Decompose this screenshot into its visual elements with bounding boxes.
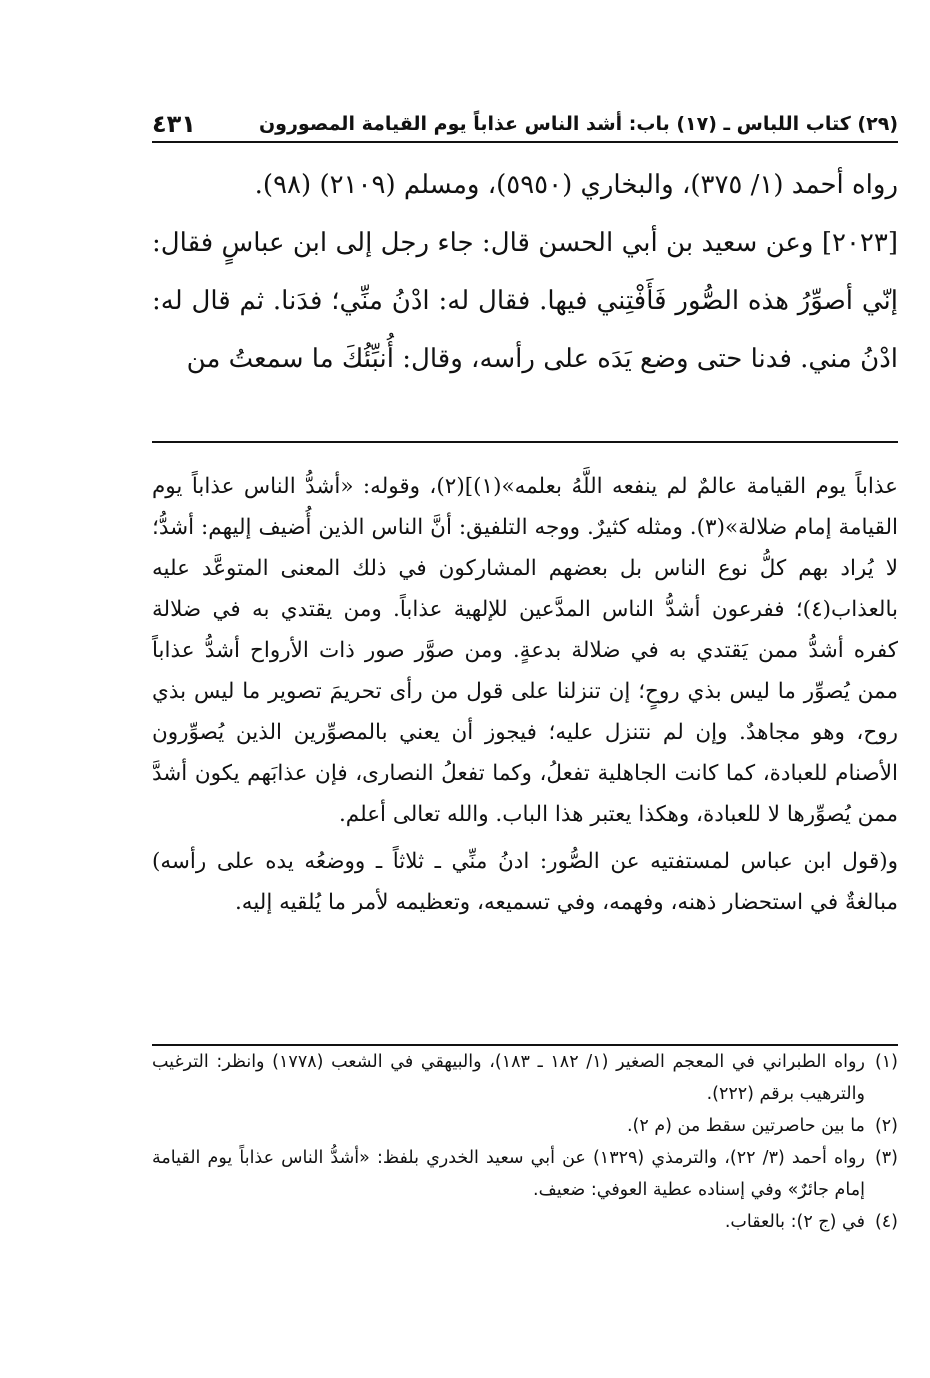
commentary-paragraph: و(قول ابن عباس لمستفتيه عن الصُّور: ادنُ منِّي ـ ثلاثاً ـ ووضعُه يده على رأسه) مبالغةٌ في استحضار ذهنه، وفهمه، وفي تسميعه، وتعظيمه لأمر ما يُلقيه إليه.: [152, 849, 898, 915]
hadith-paragraph: [٢٠٢٣] وعن سعيد بن أبي الحسن قال: جاء رجل إلى ابن عباسٍ فقال: إنّي أصوِّرُ هذه الصُّور فَأَفْتِني فيها. فقال له: ادْنُ منِّي؛ فدَنا. ثم قال له: ادْنُ مني. فدنا حتى وضع يَدَه على رأسه، وقال: أُنبِّئُكَ ما سمعتُ من: [152, 228, 898, 374]
commentary-paragraph: عذاباً يوم القيامة عالمٌ لم ينفعه اللَّهُ بعلمه»(١)](٢)، وقوله: «أشدُّ الناس عذاباً يوم القيامة إمام ضلالة»(٣). ومثله كثيرٌ. ووجه التلفيق: أنَّ الناس الذين أُضيف إليهم: أشدُّ؛ لا يُراد بهم كلُّ نوع الناس بل بعضهم المشاركون في ذلك المعنى المتوعَّد عليه بالعذاب(٤)؛ ففرعون أشدُّ الناس المدَّعين للإلهية عذاباً. ومن يقتدي به في ضلالة كفره أشدُّ ممن يَقتدي به في ضلالة بدعةٍ. ومن صوَّر صور ذات الأرواح أشدُّ عذاباً ممن يُصوِّر ما ليس بذي روحٍ؛ إن تنزلنا على قول من رأى تحريمَ تصوير ما ليس بذي روح، وهو مجاهدٌ. وإن لم نتنزل عليه؛ فيجوز أن يعني بالمصوِّرين الذين يُصوِّرون الأصنام للعبادة، كما كانت الجاهلية تفعلُ، وكما تفعلُ النصارى، فإن عذابَهم يكون أشدَّ ممن يُصوِّرها لا للعبادة، وهكذا يعتبر هذا الباب. والله تعالى أعلم.: [152, 474, 898, 827]
hadith-paragraph: رواه أحمد (١/ ٣٧٥)، والبخاري (٥٩٥٠)، ومسلم (٢١٠٩) (٩٨).: [254, 170, 898, 200]
hadith-text: [152, 156, 898, 388]
footnote: [152, 1142, 898, 1206]
footnote: [152, 1206, 898, 1238]
footnote-text: رواه أحمد (٣/ ٢٢)، والترمذي (١٣٢٩) عن أبي سعيد الخدري بلفظ: «أشدُّ الناس عذاباً يوم القيامة إمام جائرٌ» وفي إسناده عطية العوفي: ضعيف.: [152, 1148, 865, 1200]
running-title: (٢٩) كتاب اللباس ـ (١٧) باب: أشد الناس عذاباً يوم القيامة المصورون: [258, 113, 898, 135]
footnote-text: ما بين حاصرتين سقط من (م ٢).: [626, 1116, 865, 1136]
footnote-number: (١): [874, 1052, 898, 1072]
footnote-text: رواه الطبراني في المعجم الصغير (١/ ١٨٢ ـ ١٨٣)، والبيهقي في الشعب (١٧٧٨) وانظر: الترغيب والترهيب برقم (٢٢٢).: [152, 1052, 865, 1104]
footnote-number: (٤): [874, 1212, 898, 1232]
header-rule: [152, 141, 898, 143]
footnote: [152, 1046, 898, 1110]
footnotes: [152, 1046, 898, 1238]
footnote-number: (٣): [874, 1148, 898, 1168]
section-divider: [152, 441, 898, 443]
footnote-number: (٢): [874, 1116, 898, 1136]
page-header: [152, 108, 898, 140]
commentary-text: [152, 466, 898, 923]
footnote-text: في (ج ٢): بالعقاب.: [724, 1212, 865, 1232]
footnote: [152, 1110, 898, 1142]
page-number: ٤٣١: [152, 110, 196, 138]
